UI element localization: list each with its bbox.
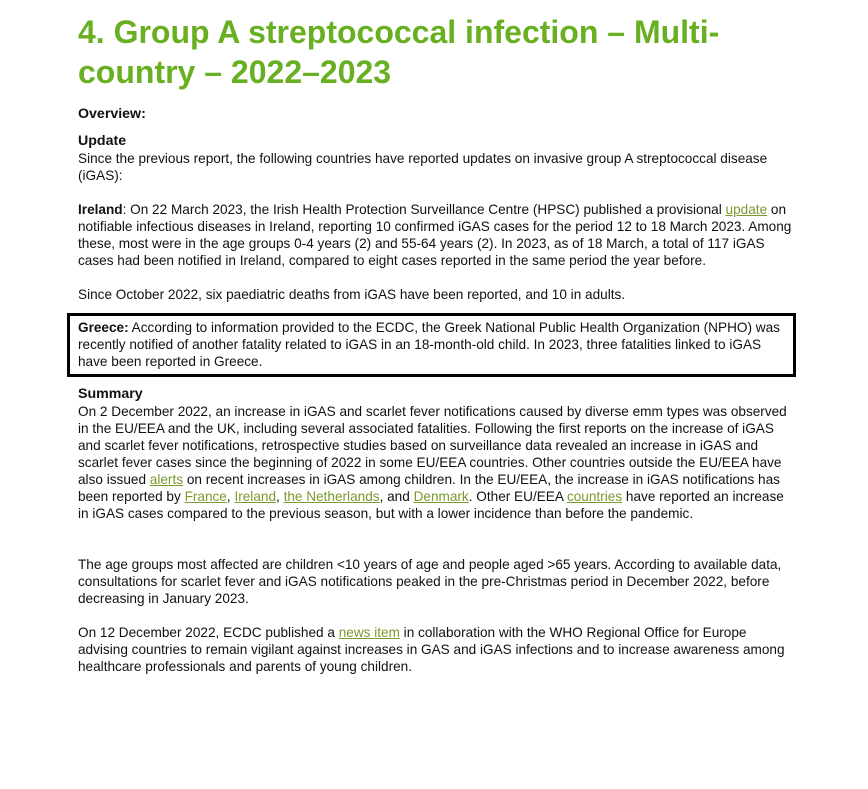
summary-heading: Summary xyxy=(78,386,143,402)
summary-text-a: On 2 December 2022, an increase in iGAS and scarlet fever notifications caused by diverse emm types was observed in the EU/EEA and the UK, including several associated fatalities. Following the first reports on the increase of iGAS and scarlet fever notifications, retrospective studies based on surveillance data revealed an increase in iGAS and scarlet fever cases since the beginning of 2022 in some EU/EEA countries. Other countries outside the EU/EEA have also issued xyxy=(78,404,787,487)
separator: , xyxy=(276,489,284,504)
separator: , and xyxy=(379,489,414,504)
news-item-link[interactable]: news item xyxy=(338,625,400,640)
summary-text-e: On 12 December 2022, ECDC published a xyxy=(78,625,339,640)
ireland-deaths: Since October 2022, six paediatric deaths from iGAS have been reported, and 10 in adults. xyxy=(78,287,626,302)
separator: , xyxy=(226,489,235,504)
update-intro: Since the previous report, the following countries have reported updates on invasive group A streptococcal disease (iGAS): xyxy=(78,151,768,183)
denmark-link[interactable]: Denmark xyxy=(413,489,469,504)
overview-heading: Overview: xyxy=(78,106,146,122)
alerts-link[interactable]: alerts xyxy=(149,472,184,487)
summary-paragraph-3 xyxy=(78,624,798,675)
greece-text: According to information provided to the ECDC, the Greek National Public Health Organization (NPHO) was recently notified of another fatality related to iGAS in an 18-month-old child. In 2023, three fatalities linked to iGAS have been reported in Greece. xyxy=(78,320,780,369)
ireland-label: Ireland xyxy=(78,202,123,217)
summary-paragraph-1 xyxy=(78,403,798,522)
ireland-text-1: : On 22 March 2023, the Irish Health Protection Surveillance Centre (HPSC) published a provisional xyxy=(122,202,726,217)
update-link[interactable]: update xyxy=(725,202,768,217)
ireland-link[interactable]: Ireland xyxy=(234,489,277,504)
summary-text-b: on recent increases in iGAS among children. In the EU/EEA, the increase in iGAS notifications has been reported by xyxy=(78,472,780,504)
ireland-text-2: on notifiable infectious diseases in Ireland, reporting 10 confirmed iGAS cases for the period 12 to 18 March 2023. Among these, most were in the age groups 0-4 years (2) and 55-64 years (2). In 2023, as of 18 March, a total of 117 iGAS cases had been notified in Ireland, compared to eight cases reported in the same period the year before. xyxy=(78,202,792,268)
summary-paragraph-2: The age groups most affected are children <10 years of age and people aged >65 years. According to available data, consultations for scarlet fever and iGAS notifications peaked in the pre-Christmas period in December 2022, before decreasing in January 2023. xyxy=(78,557,782,606)
summary-text-f: in collaboration with the WHO Regional Office for Europe advising countries to remain vigilant against increases in GAS and iGAS infections and to increase awareness among healthcare professionals and parents of young children. xyxy=(78,625,785,674)
countries-link[interactable]: countries xyxy=(566,489,623,504)
greece-label: Greece: xyxy=(78,320,129,335)
update-heading: Update xyxy=(78,133,127,149)
summary-text-c: . Other EU/EEA xyxy=(468,489,567,504)
summary-text-d: have reported an increase in iGAS cases compared to the previous season, but with a lower incidence than before the pandemic. xyxy=(78,489,784,521)
ireland-paragraph xyxy=(78,201,798,269)
greece-paragraph xyxy=(78,319,788,370)
france-link[interactable]: France xyxy=(184,489,227,504)
page-title: 4. Group A streptococcal infection – Multi-country – 2022–2023 xyxy=(78,14,720,90)
netherlands-link[interactable]: the Netherlands xyxy=(283,489,380,504)
